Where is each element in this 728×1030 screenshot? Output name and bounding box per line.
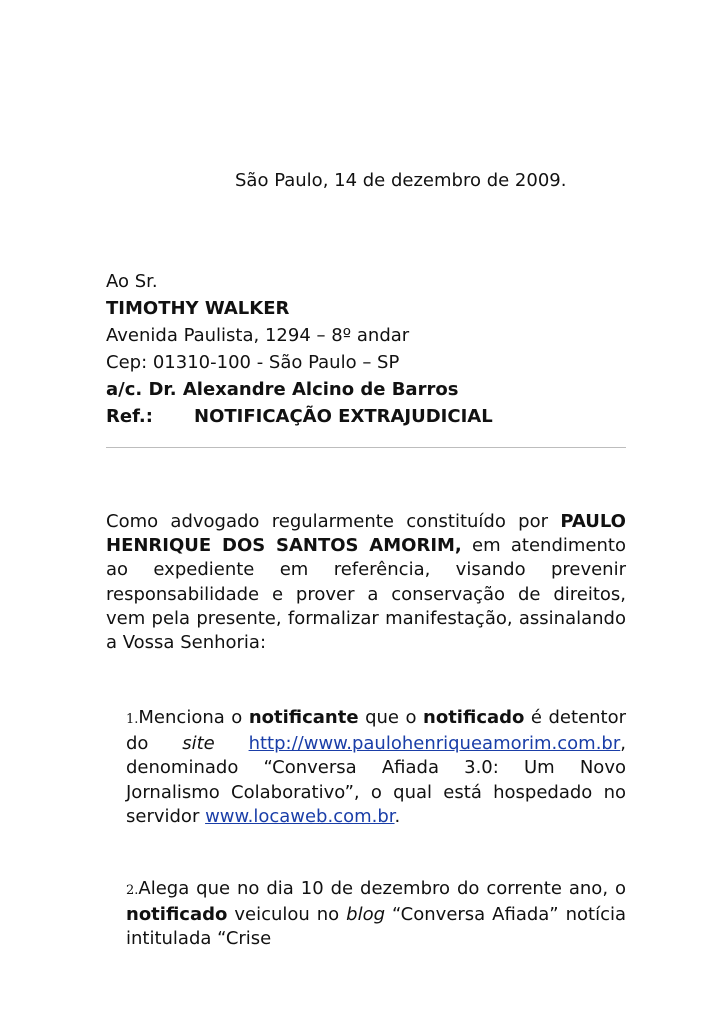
list-item	[126, 706, 626, 829]
item-bold-term: notificado	[423, 707, 525, 728]
item-text: que o	[358, 707, 424, 728]
intro-paragraph	[106, 510, 626, 655]
reference-value: NOTIFICAÇÃO EXTRAJUDICIAL	[194, 406, 493, 427]
dateline: São Paulo, 14 de dezembro de 2009.	[235, 170, 567, 191]
divider-rule	[106, 447, 626, 448]
recipient-name: TIMOTHY WALKER	[106, 298, 290, 319]
postal-code: Cep: 01310-100 - São Paulo – SP	[106, 352, 400, 373]
item-text: Alega que no dia 10 de dezembro do corrente ano, o	[138, 878, 626, 899]
client-name: PAULO HENRIQUE DOS SANTOS AMORIM,	[106, 511, 626, 557]
item-bold-term: notificado	[126, 904, 228, 926]
hosting-link[interactable]: www.locaweb.com.br	[205, 805, 395, 827]
website-link[interactable]: http://www.paulohenriqueamorim.com.br	[248, 733, 621, 755]
item-text: “Conversa Afiada” notícia intitulada “Crise	[126, 904, 627, 950]
item-text: .	[394, 805, 401, 827]
intro-text-start: Como advogado regularmente constituído por	[106, 511, 549, 532]
item-number: 1.	[126, 712, 139, 727]
item-italic-term: site	[182, 733, 215, 755]
item-text: Menciona o	[138, 707, 249, 728]
item-number: 2.	[126, 883, 139, 898]
salutation: Ao Sr.	[106, 271, 158, 292]
attention-line: a/c. Dr. Alexandre Alcino de Barros	[106, 379, 459, 400]
item-bold-term: notificante	[248, 707, 359, 728]
intro-text-rest: em atendimento ao expediente em referência, visando prevenir responsabilidade e prover a conservação de direitos, vem pela presente, formalizar manifestação, assinalando a Vossa Senhoria:	[106, 535, 626, 654]
item-italic-term: blog	[346, 904, 386, 926]
item-text: , denominado “Conversa Afiada 3.0: Um Novo Jornalismo Colaborativo”, o qual está hospedado no servidor	[126, 733, 626, 827]
street-address: Avenida Paulista, 1294 – 8º andar	[106, 325, 410, 346]
reference-label: Ref.:	[106, 406, 153, 427]
list-item	[126, 877, 626, 952]
address-block	[106, 268, 493, 430]
item-text: é detentor do	[126, 707, 626, 755]
reference-line	[106, 403, 493, 430]
item-text: veiculou no	[227, 904, 347, 926]
